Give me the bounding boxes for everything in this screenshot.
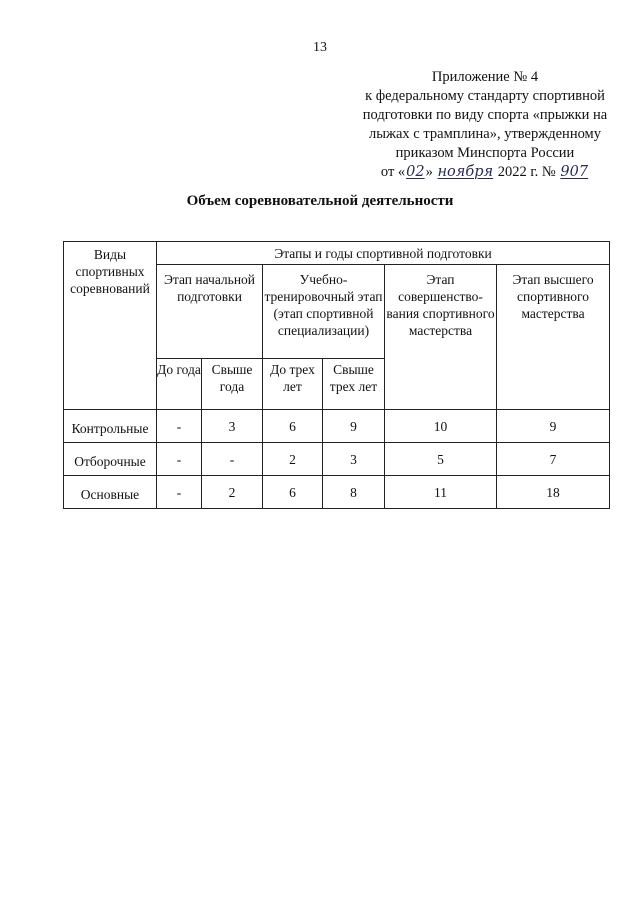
handwritten-month: ноября xyxy=(437,164,494,180)
date-mid: » xyxy=(425,164,433,180)
table-cell: 3 xyxy=(202,410,263,443)
appendix-line: к федеральному стандарту спортивной xyxy=(365,88,605,104)
table-cell: 3 xyxy=(323,443,385,476)
appendix-block xyxy=(345,68,625,182)
table-cell: 6 xyxy=(263,410,323,443)
competition-volume-table xyxy=(63,241,610,509)
training-up-to-3-header: До трех лет xyxy=(263,359,323,410)
appendix-line: подготовки по виду спорта «прыжки на xyxy=(362,107,608,123)
date-prefix: от « xyxy=(380,164,406,180)
stages-header: Этапы и годы спортивной подготовки xyxy=(157,242,610,265)
table-cell: 7 xyxy=(497,443,610,476)
order-date-line xyxy=(345,163,625,182)
table-cell: 10 xyxy=(385,410,497,443)
table-cell: 18 xyxy=(497,476,610,509)
handwritten-day: 02 xyxy=(406,164,425,180)
stage-initial-header: Этап начальной подготовки xyxy=(157,265,263,359)
table-cell: 2 xyxy=(263,443,323,476)
stage-training-header: Учебно-тренировочный этап (этап спортивной специализации) xyxy=(263,265,385,359)
row-label: Контрольные xyxy=(64,410,157,443)
training-over-3-header: Свыше трех лет xyxy=(323,359,385,410)
table-cell: 2 xyxy=(202,476,263,509)
document-title: Объем соревновательной деятельности xyxy=(186,193,454,209)
table-cell: - xyxy=(157,476,202,509)
table-cell: 9 xyxy=(323,410,385,443)
row-label: Отборочные xyxy=(64,443,157,476)
table-row xyxy=(64,476,610,509)
table-row xyxy=(64,443,610,476)
appendix-number: Приложение № 4 xyxy=(431,69,539,85)
competition-types-header: Виды спортивных соревнований xyxy=(64,242,157,410)
table-cell: 8 xyxy=(323,476,385,509)
page-number: 13 xyxy=(313,40,327,55)
initial-up-to-year-header: До года xyxy=(157,359,202,410)
table-cell: - xyxy=(157,443,202,476)
table-cell: - xyxy=(202,443,263,476)
stage-higher-header: Этап высшего спортивного мастерства xyxy=(497,265,610,410)
handwritten-order-number: 907 xyxy=(560,164,589,180)
initial-over-year-header: Свыше года xyxy=(202,359,263,410)
appendix-line: лыжах с трамплина», утвержденному xyxy=(369,126,601,142)
year-text: 2022 г. № xyxy=(497,164,556,180)
table-cell: - xyxy=(157,410,202,443)
table-row xyxy=(64,410,610,443)
row-label: Основные xyxy=(64,476,157,509)
table-cell: 5 xyxy=(385,443,497,476)
stage-perfection-header: Этап совершенство-вания спортивного мастерства xyxy=(385,265,497,410)
table-cell: 9 xyxy=(497,410,610,443)
table-cell: 6 xyxy=(263,476,323,509)
appendix-line: приказом Минспорта России xyxy=(395,145,575,161)
table-cell: 11 xyxy=(385,476,497,509)
